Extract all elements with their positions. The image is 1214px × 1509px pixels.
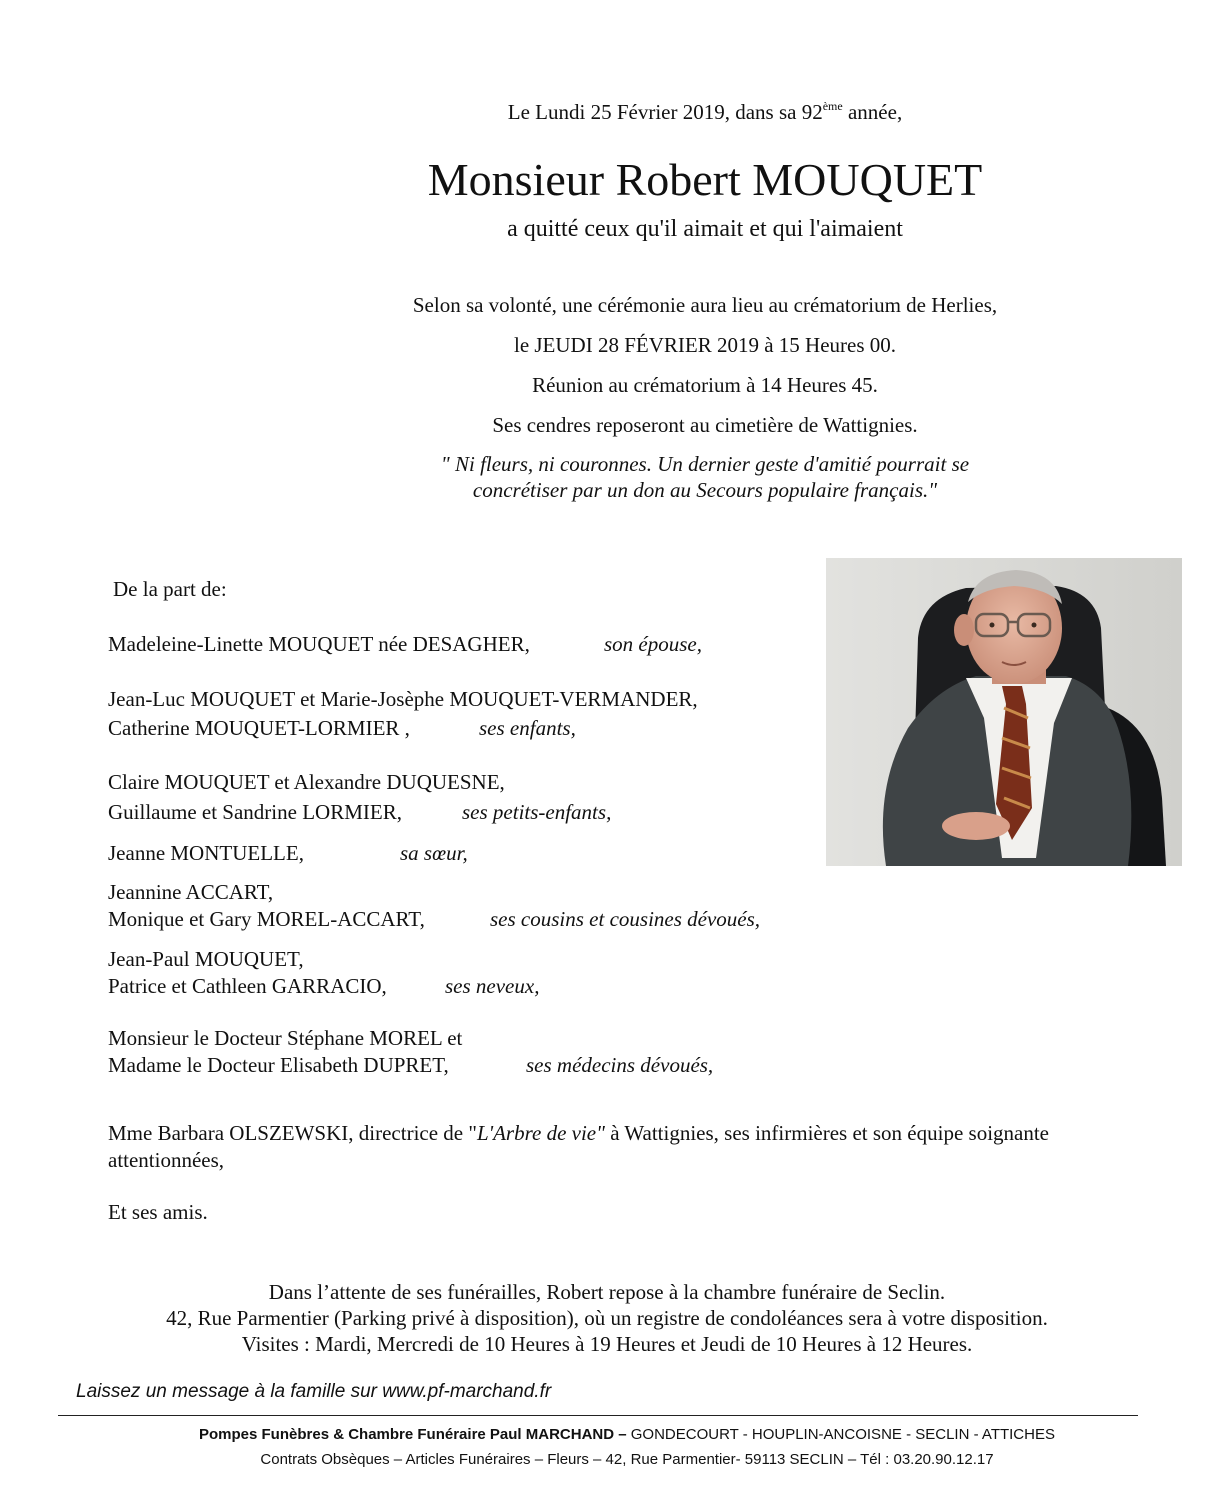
spouse-name: Madeleine-Linette MOUQUET née DESAGHER, — [108, 632, 530, 656]
ceremony-line-2: le JEUDI 28 FÉVRIER 2019 à 15 Heures 00. — [513, 333, 897, 357]
death-date-suffix: année, — [842, 100, 903, 124]
cousins-line-1: Jeannine ACCART, — [108, 880, 274, 904]
portrait-photo — [826, 558, 1182, 866]
footer-divider — [58, 1415, 1138, 1416]
cousins-line-2: Monique et Gary MOREL-ACCART, — [108, 907, 425, 931]
ceremony-line-1: Selon sa volonté, une cérémonie aura lieu au crématorium de Herlies, — [412, 293, 998, 317]
death-date-line — [300, 98, 1110, 126]
visits-line-3: Visites : Mardi, Mercredi de 10 Heures à 19 Heures et Jeudi de 10 Heures à 12 Heures. — [241, 1332, 973, 1356]
cousins-role: ses cousins et cousines dévoués, — [490, 907, 761, 931]
visits-line-2: 42, Rue Parmentier (Parking privé à disposition), où un registre de condoléances sera à votre disposition. — [166, 1306, 1048, 1330]
deceased-name: Monsieur Robert MOUQUET — [427, 154, 983, 205]
care-home-name: L'Arbre de vie" — [476, 1121, 605, 1145]
children-line-2: Catherine MOUQUET-LORMIER , — [108, 716, 410, 740]
portrait-illustration — [826, 558, 1182, 866]
spouse-role: son épouse, — [604, 632, 702, 656]
care-team-prefix: Mme Barbara OLSZEWSKI, directrice de " — [108, 1121, 477, 1145]
doctors-role: ses médecins dévoués, — [526, 1053, 714, 1077]
footer-line-2: Contrats Obsèques – Articles Funéraires – Fleurs – 42, Rue Parmentier- 59113 SECLIN – Tél : 03.20.90.12.17 — [260, 1451, 994, 1468]
nephews-role: ses neveux, — [445, 974, 540, 998]
doctors-line-1: Monsieur le Docteur Stéphane MOREL et — [108, 1026, 463, 1050]
care-team-suffix: à Wattignies, ses infirmières et son équipe soignante — [604, 1121, 1050, 1145]
children-line-1: Jean-Luc MOUQUET et Marie-Josèphe MOUQUET-VERMANDER, — [108, 687, 698, 711]
ceremony-line-4: Ses cendres reposeront au cimetière de Wattignies. — [492, 413, 918, 437]
death-date-prefix: Le Lundi 25 Février 2019, dans sa 92 — [507, 100, 823, 124]
ceremony-line-3: Réunion au crématorium à 14 Heures 45. — [532, 373, 878, 397]
footer-line-1 — [0, 1425, 1214, 1445]
grandchildren-role: ses petits-enfants, — [462, 800, 612, 824]
footer-company: Pompes Funèbres & Chambre Funéraire Paul MARCHAND – — [199, 1426, 627, 1443]
nephews-line-1: Jean-Paul MOUQUET, — [108, 947, 304, 971]
family-intro: De la part de: — [113, 577, 227, 601]
visits-line-1: Dans l’attente de ses funérailles, Robert repose à la chambre funéraire de Seclin. — [268, 1280, 946, 1304]
grandchildren-line-2: Guillaume et Sandrine LORMIER, — [108, 800, 402, 824]
website-message: Laissez un message à la famille sur www.pf-marchand.fr — [76, 1381, 552, 1402]
doctors-line-2: Madame le Docteur Elisabeth DUPRET, — [108, 1053, 449, 1077]
subtitle: a quitté ceux qu'il aimait et qui l'aimaient — [507, 216, 903, 242]
flowers-quote-1: " Ni fleurs, ni couronnes. Un dernier geste d'amitié pourrait se — [440, 452, 970, 476]
sister-name: Jeanne MONTUELLE, — [108, 841, 304, 865]
care-team-line-1 — [108, 1120, 1049, 1147]
nephews-line-2: Patrice et Cathleen GARRACIO, — [108, 974, 387, 998]
footer-towns: GONDECOURT - HOUPLIN-ANCOISNE - SECLIN - ATTICHES — [626, 1426, 1055, 1443]
friends-line: Et ses amis. — [108, 1200, 208, 1224]
sister-role: sa sœur, — [400, 841, 468, 865]
care-team-line-2: attentionnées, — [108, 1148, 225, 1172]
ordinal-sup: ème — [822, 99, 843, 113]
children-role: ses enfants, — [479, 716, 576, 740]
grandchildren-line-1: Claire MOUQUET et Alexandre DUQUESNE, — [108, 770, 505, 794]
flowers-quote-2: concrétiser par un don au Secours populaire français." — [472, 478, 938, 502]
